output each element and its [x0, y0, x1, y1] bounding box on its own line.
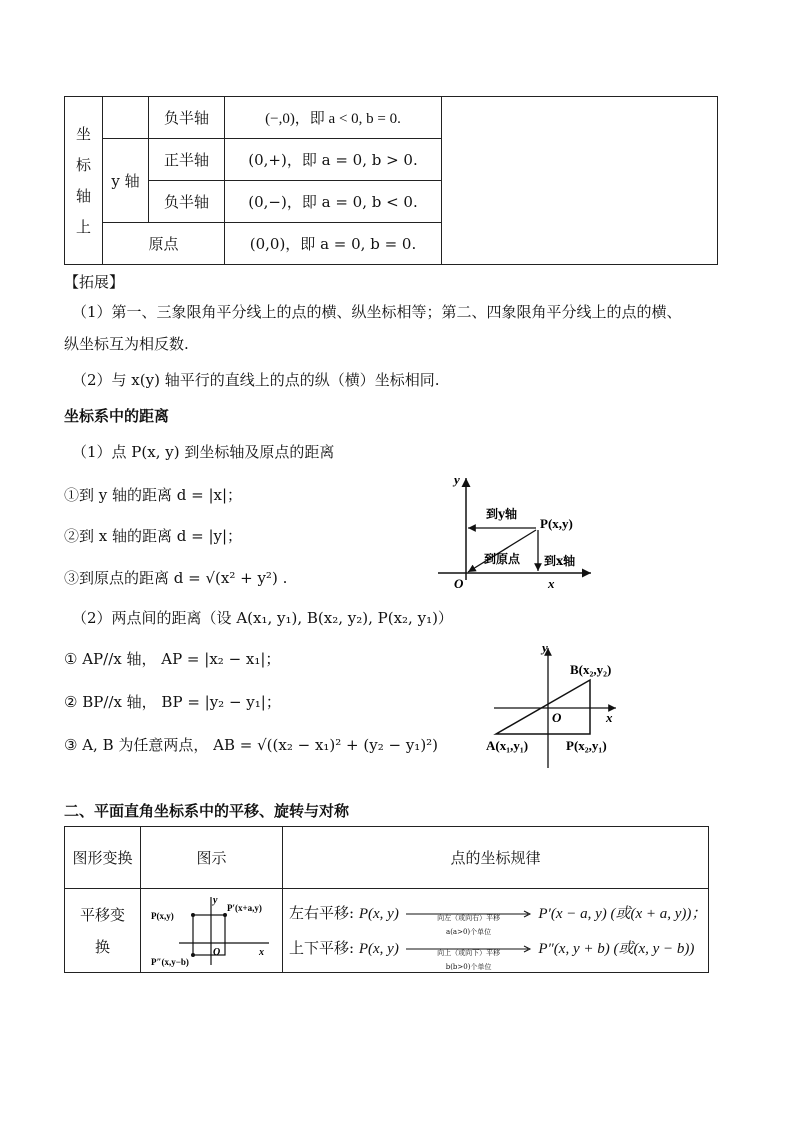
- distance-item: ③到原点的距离 d = √(x² + y²) .: [64, 569, 288, 587]
- lr-rule: [283, 896, 708, 936]
- part-cell: 负半轴: [149, 181, 225, 223]
- header-rule: 点的坐标规律: [283, 827, 709, 889]
- ud-arrow: [406, 937, 532, 971]
- row-translation: 平移变换: [65, 889, 141, 973]
- ud-label: 上下平移:: [289, 938, 355, 957]
- distance-heading: 坐标系中的距离: [64, 407, 170, 425]
- mini-p2: P″(x,y−b): [150, 956, 189, 967]
- fig2-y-label: y: [542, 642, 548, 655]
- axis-header-char: 标: [75, 155, 91, 174]
- distance-part2-title: （2）两点间的距离（设 A(x₁, y₁), B(x₂, y₂), P(x₂, y₁)）: [72, 609, 453, 627]
- mini-o: O: [212, 946, 220, 958]
- mini-point: [191, 913, 195, 917]
- axis-header-char: 坐: [75, 124, 91, 143]
- distance-part1-title: （1）点 P(x, y) 到坐标轴及原点的距离: [72, 443, 335, 461]
- mini-p1: P′(x+a,y): [226, 902, 262, 913]
- mini-y: y: [212, 894, 217, 906]
- mini-point: [223, 913, 227, 917]
- header-transform: 图形变换: [65, 827, 141, 889]
- axis-header-cell: [65, 97, 103, 265]
- distance-item: ② BP//x 轴， BP = |y₂ − y₁|；: [64, 693, 281, 711]
- translation-figure-cell: [141, 889, 283, 973]
- distance-item: ①到 y 轴的距离 d = |x|；: [64, 486, 243, 504]
- ud-result: P″(x, y + b) (或(x, y − b)): [538, 940, 695, 957]
- fig2-point-b: B(x₂,y₂): [570, 662, 612, 677]
- origin-cell: 原点: [103, 223, 225, 265]
- coordinate-axis-table: [64, 96, 718, 265]
- axis-cell-empty: [103, 97, 149, 139]
- fig1-to-y: 到y轴: [486, 507, 517, 521]
- fig1-point-p: P(x,y): [540, 516, 573, 531]
- coord-cell: (0,−)，即 a = 0, b < 0.: [225, 181, 442, 223]
- part-cell: 正半轴: [149, 139, 225, 181]
- fig1-y-label: y: [454, 472, 460, 487]
- fig2-x-label: x: [606, 710, 613, 725]
- ud-rule: [283, 931, 708, 971]
- part-cell: 负半轴: [149, 97, 225, 139]
- coord-cell: (−,0)，即 a < 0, b = 0.: [225, 97, 442, 139]
- mini-p: P(x,y): [150, 910, 174, 921]
- distance-figure-2: [484, 642, 624, 772]
- fig2-point-p: P(x₂,y₁): [566, 738, 607, 753]
- mini-point: [191, 953, 195, 957]
- fig2-origin: O: [552, 710, 562, 725]
- ud-arrow-bottom: b(b>0)个单位: [445, 962, 492, 971]
- lr-result: P′(x − a, y) (或(x + a, y))；: [538, 905, 707, 922]
- lr-label: 左右平移:: [289, 903, 355, 922]
- distance-item: ① AP//x 轴， AP = |x₂ − x₁|；: [64, 650, 281, 668]
- fig2-point-a: A(x₁,y₁): [486, 738, 529, 753]
- transform-table: [64, 826, 709, 973]
- distance-item: ③ A, B 为任意两点， AB = √((x₂ − x₁)² + (y₂ − y₁)²): [64, 736, 439, 754]
- lr-start: P(x, y): [358, 905, 399, 922]
- distance-item: ②到 x 轴的距离 d = |y|；: [64, 527, 243, 545]
- translation-mini-figure: [149, 891, 275, 967]
- lr-arrow-bottom: a(a>0)个单位: [446, 927, 492, 936]
- fig1-to-origin: 到原点: [484, 552, 521, 566]
- ud-start: P(x, y): [358, 940, 399, 957]
- section2-heading: 二、平面直角坐标系中的平移、旋转与对称: [64, 802, 350, 820]
- fig1-origin: O: [454, 576, 464, 591]
- lr-arrow: [406, 902, 532, 936]
- blank-cell: [442, 97, 718, 265]
- coord-cell: (0,+)，即 a = 0, b > 0.: [225, 139, 442, 181]
- coord-cell: (0,0)，即 a = 0, b = 0.: [225, 223, 442, 265]
- axis-header-char: 上: [75, 217, 91, 236]
- axis-cell-y: y 轴: [103, 139, 149, 223]
- distance-figure-1: [436, 470, 616, 596]
- extension-item1-line1: （1）第一、三象限角平分线上的点的横、纵坐标相等；第二、四象限角平分线上的点的横、: [72, 303, 682, 321]
- translation-rule-cell: [283, 889, 709, 973]
- lr-arrow-top: 向左（或向右）平移: [437, 913, 501, 922]
- extension-item2: （2）与 x(y) 轴平行的直线上的点的纵（横）坐标相同.: [72, 371, 440, 389]
- header-figure: 图示: [141, 827, 283, 889]
- ud-arrow-top: 向上（或向下）平移: [437, 948, 501, 957]
- fig1-x-label: x: [548, 576, 555, 591]
- axis-header-char: 轴: [75, 186, 91, 205]
- mini-x: x: [258, 946, 264, 958]
- extension-item1-line2: 纵坐标互为相反数.: [64, 335, 189, 353]
- extension-heading: 【拓展】: [64, 273, 125, 291]
- fig2-triangle: [496, 680, 590, 734]
- fig1-to-x: 到x轴: [544, 554, 576, 568]
